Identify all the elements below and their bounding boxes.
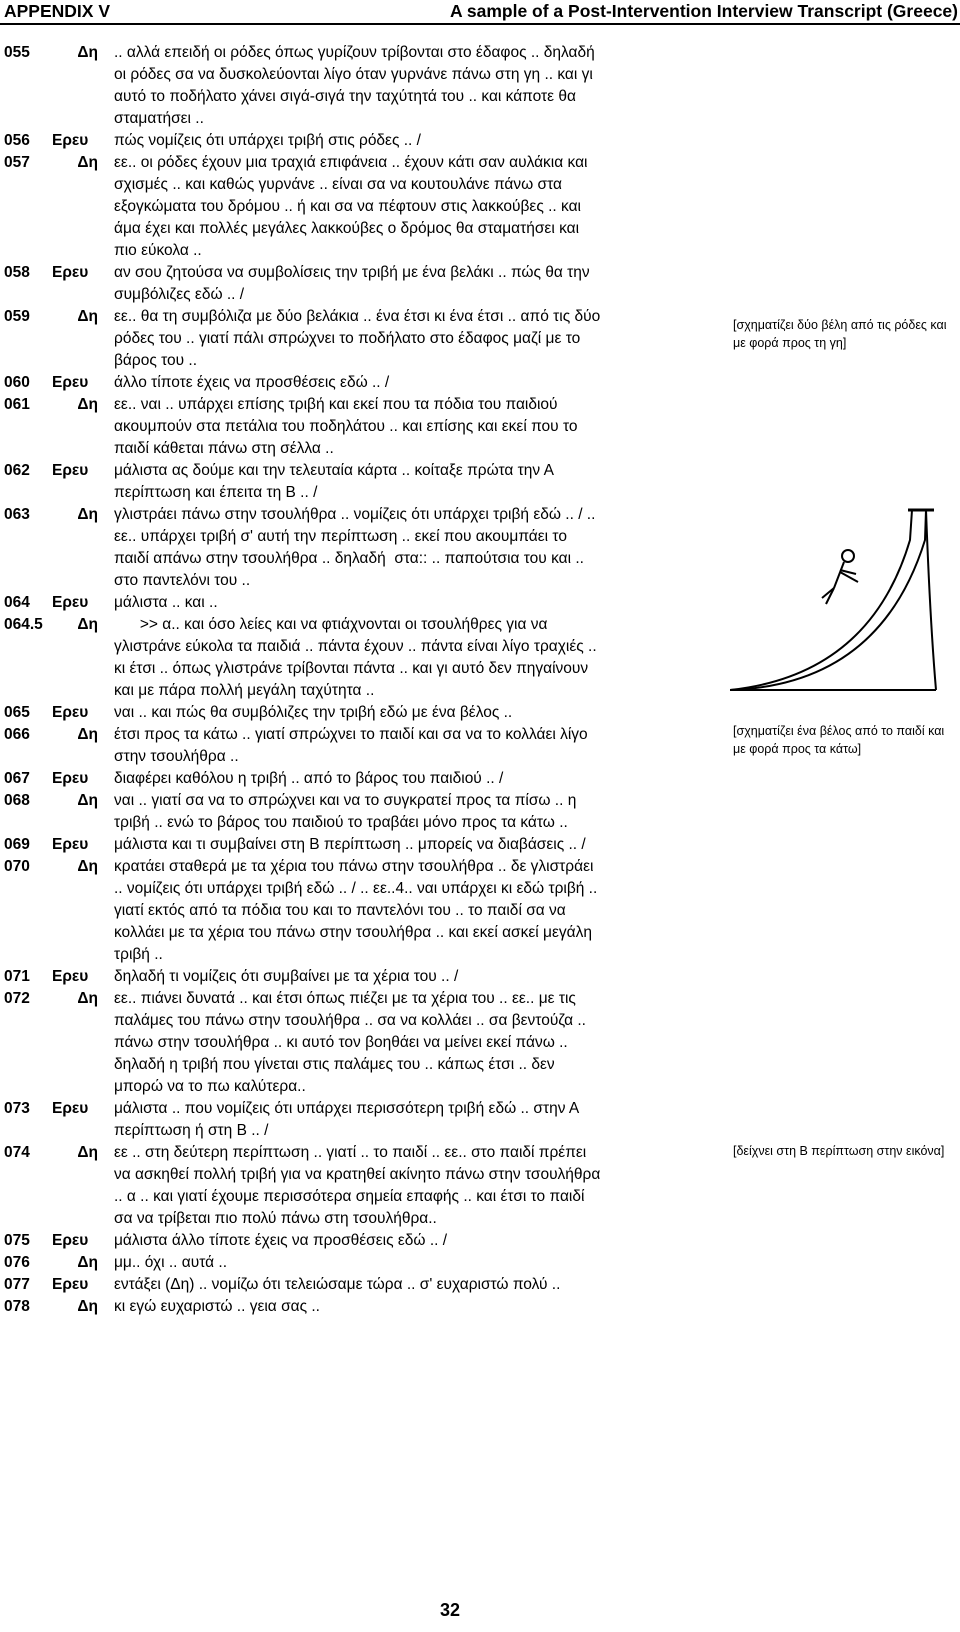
turn-number: 068 — [4, 792, 30, 809]
turn-line: εξογκώματα του δρόμου .. ή και σα να πέφτουν στις λακκούβες .. και — [114, 198, 581, 215]
turn-line: συμβόλιζες εδώ .. / — [114, 286, 245, 303]
turn-text — [114, 262, 720, 306]
turn-line: περίπτωση και έπειτα τη Β .. / — [114, 484, 318, 501]
turn-line: στην τσουλήθρα .. — [114, 748, 239, 765]
turn-line: γιατί εκτός από τα πόδια του και το παντελόνι του .. το παιδί σα να — [114, 902, 566, 919]
turn-line: αν σου ζητούσα να συμβολίσεις την τριβή με ένα βελάκι .. πώς θα την — [114, 264, 590, 281]
transcript-turn — [0, 988, 720, 1098]
transcript-turn — [0, 130, 720, 152]
turn-text — [114, 1098, 720, 1142]
turn-line: μάλιστα .. που νομίζεις ότι υπάρχει περισσότερη τριβή εδώ .. στην Α — [114, 1100, 580, 1117]
turn-number: 057 — [4, 154, 30, 171]
turn-line: κολλάει με τα χέρια του πάνω στην τσουλήθρα .. και εκεί ασκεί μεγάλη — [114, 924, 592, 941]
turn-speaker: Δη — [77, 308, 98, 325]
transcript-turn — [0, 768, 720, 790]
turn-line: εε.. πιάνει δυνατά .. και έτσι όπως πιέζει με τα χέρια του .. εε.. με τις — [114, 990, 576, 1007]
turn-speaker: Δη — [77, 990, 98, 1007]
note-case-b: [δείχνει στη Β περίπτωση στην εικόνα] — [733, 1144, 945, 1158]
turn-line: διαφέρει καθόλου η τριβή .. από το βάρος του παιδιού .. / — [114, 770, 504, 787]
turn-line: τριβή .. ενώ το βάρος του παιδιού το τραβάει μόνο προς τα κάτω .. — [114, 814, 568, 831]
turn-number: 066 — [4, 726, 30, 743]
turn-text — [114, 724, 720, 768]
transcript-turn — [0, 724, 720, 768]
turn-text — [114, 834, 720, 856]
turn-number: 071 — [4, 968, 30, 985]
turn-line: οι ρόδες σα να δυσκολεύονται λίγο όταν γυρνάνε πάνω στη γη .. και γι — [114, 66, 593, 83]
transcript-turn — [0, 372, 720, 394]
transcript-turn — [0, 460, 720, 504]
turn-line: μμ.. όχι .. αυτά .. — [114, 1254, 228, 1271]
turn-line: αυτό το ποδήλατο χάνει σιγά-σιγά την ταχύτητά του .. και κάποτε θα — [114, 88, 576, 105]
turn-line: πιο εύκολα .. — [114, 242, 202, 259]
turn-number: 072 — [4, 990, 30, 1007]
turn-line: παιδί απάνω στην τσουλήθρα .. δηλαδή στα:: .. παπούτσια του και .. — [114, 550, 584, 567]
turn-line: εε.. υπάρχει τριβή σ' αυτή την περίπτωση .. εκεί που ακουμπάει το — [114, 528, 567, 545]
transcript-turn — [0, 790, 720, 834]
transcript-turn — [0, 702, 720, 724]
turn-text — [114, 394, 720, 460]
turn-text — [114, 372, 720, 394]
turn-text — [114, 42, 720, 130]
turn-text — [114, 1296, 720, 1318]
turn-line: μάλιστα ας δούμε και την τελευταία κάρτα .. κοίταξε πρώτα την Α — [114, 462, 554, 479]
turn-line: τριβή .. — [114, 946, 163, 963]
turn-speaker: Ερευ — [52, 1276, 89, 1293]
turn-line: στο παντελόνι του .. — [114, 572, 251, 589]
turn-number: 063 — [4, 506, 30, 523]
turn-text — [114, 504, 720, 592]
turn-line: έτσι προς τα κάτω .. γιατί σπρώχνει το παιδί και σα να το κολλάει λίγο — [114, 726, 588, 743]
turn-number: 060 — [4, 374, 30, 391]
turn-speaker: Δη — [77, 616, 98, 633]
turn-line: άλλο τίποτε έχεις να προσθέσεις εδώ .. / — [114, 374, 390, 391]
turn-line: άμα έχει και πολλές μεγάλες λακκούβες ο δρόμος θα σταματήσει και — [114, 220, 580, 237]
appendix-label: APPENDIX V — [4, 1, 110, 21]
turn-speaker: Δη — [77, 396, 98, 413]
turn-text — [114, 1230, 720, 1252]
turn-line: σα να τρίβεται πιο πολύ πάνω στη τσουλήθρα.. — [114, 1210, 437, 1227]
transcript-turn — [0, 856, 720, 966]
turn-line: κρατάει σταθερά με τα χέρια του πάνω στην τσουλήθρα .. δε γλιστράει — [114, 858, 594, 875]
turn-line: μάλιστα και τι συμβαίνει στη Β περίπτωση .. μπορείς να διαβάσεις .. / — [114, 836, 586, 853]
transcript-turn — [0, 42, 720, 130]
turn-line: εε .. στη δεύτερη περίπτωση .. γιατί .. το παιδί .. εε.. στο παιδί πρέπει — [114, 1144, 587, 1161]
turn-line: εντάξει (Δη) .. νομίζω ότι τελειώσαμε τώρα .. σ' ευχαριστώ πολύ .. — [114, 1276, 561, 1293]
turn-line: παιδί κάθεται πάνω στη σέλλα .. — [114, 440, 334, 457]
turn-text — [114, 1142, 720, 1230]
transcript-turn — [0, 394, 720, 460]
turn-line: γλιστράει πάνω στην τσουλήθρα .. νομίζεις ότι υπάρχει τριβή εδώ .. / .. — [114, 506, 596, 523]
turn-text — [114, 306, 720, 372]
turn-speaker: Δη — [77, 1298, 98, 1315]
transcript-turn — [0, 306, 720, 372]
note-one-arrow: [σχηματίζει ένα βέλος από το παιδί και με φορά προς τα κάτω] — [733, 724, 945, 756]
turn-number: 055 — [4, 44, 30, 61]
turn-speaker: Ερευ — [52, 594, 89, 611]
turn-text — [114, 856, 720, 966]
turn-speaker: Δη — [77, 1144, 98, 1161]
turn-line: εε.. ναι .. υπάρχει επίσης τριβή και εκεί που τα πόδια του παιδιού — [114, 396, 558, 413]
turn-text — [114, 1252, 720, 1274]
turn-speaker: Ερευ — [52, 462, 89, 479]
turn-number: 058 — [4, 264, 30, 281]
turn-number: 075 — [4, 1232, 30, 1249]
turn-number: 061 — [4, 396, 30, 413]
turn-speaker: Δη — [77, 792, 98, 809]
turn-line: ναι .. γιατί σα να το σπρώχνει και να το συγκρατεί προς τα πίσω .. η — [114, 792, 577, 809]
turn-line: σχισμές .. και καθώς γυρνάνε .. είναι σα να κουτουλάνε πάνω στα — [114, 176, 562, 193]
slide-illustration — [730, 500, 940, 700]
turn-speaker: Ερευ — [52, 1232, 89, 1249]
turn-number: 078 — [4, 1298, 30, 1315]
turn-text — [114, 592, 720, 614]
transcript-turn — [0, 592, 720, 614]
turn-line: και με πάρα πολλή μεγάλη ταχύτητα .. — [114, 682, 375, 699]
transcript — [0, 42, 720, 1318]
turn-line: κι έτσι .. όπως γλιστράνε τρίβονται πάντα .. και γι αυτό δεν πηγαίνουν — [114, 660, 589, 677]
transcript-turn — [0, 834, 720, 856]
turn-line: πάνω στην τσουλήθρα .. κι αυτό τον βοηθάει να μείνει εκεί πάνω .. — [114, 1034, 568, 1051]
turn-number: 067 — [4, 770, 30, 787]
turn-speaker: Ερευ — [52, 1100, 89, 1117]
turn-line: πώς νομίζεις ότι υπάρχει τριβή στις ρόδες .. / — [114, 132, 421, 149]
turn-text — [114, 966, 720, 988]
turn-text — [114, 130, 720, 152]
turn-text — [114, 152, 720, 262]
page-header — [0, 0, 960, 25]
note-two-arrows: [σχηματίζει δύο βέλη από τις ρόδες και με φορά προς τη γη] — [733, 318, 947, 350]
turn-line: μάλιστα άλλο τίποτε έχεις να προσθέσεις εδώ .. / — [114, 1232, 448, 1249]
turn-text — [114, 768, 720, 790]
turn-text — [114, 988, 720, 1098]
turn-line: μπορώ να το πω καλύτερα.. — [114, 1078, 306, 1095]
transcript-turn — [0, 614, 720, 702]
turn-line: γλιστράνε εύκολα τα παιδιά .. πάντα έχουν .. πάντα είναι λίγο τραχιές .. — [114, 638, 597, 655]
header-title: A sample of a Post-Intervention Interview Transcript (Greece) — [450, 1, 958, 21]
turn-speaker: Ερευ — [52, 968, 89, 985]
turn-line: >> α.. και όσο λείες και να φτιάχνονται οι τσουλήθρες για να — [114, 616, 548, 633]
turn-line: εε.. θα τη συμβόλιζα με δύο βελάκια .. ένα έτσι κι ένα έτσι .. από τις δύο — [114, 308, 601, 325]
turn-speaker: Ερευ — [52, 836, 89, 853]
turn-line: .. α .. και γιατί έχουμε περισσότερα σημεία επαφής .. και έτσι το παιδί — [114, 1188, 585, 1205]
turn-line: ακουμπούν στα πετάλια του ποδηλάτου .. και επίσης και εκεί που το — [114, 418, 578, 435]
transcript-turn — [0, 1230, 720, 1252]
turn-line: εε.. οι ρόδες έχουν μια τραχιά επιφάνεια .. έχουν κάτι σαν αυλάκια και — [114, 154, 588, 171]
turn-speaker: Δη — [77, 726, 98, 743]
transcript-turn — [0, 504, 720, 592]
turn-number: 059 — [4, 308, 30, 325]
turn-speaker: Ερευ — [52, 264, 89, 281]
turn-text — [114, 460, 720, 504]
turn-speaker: Δη — [77, 154, 98, 171]
turn-line: κι εγώ ευχαριστώ .. γεια σας .. — [114, 1298, 320, 1315]
transcript-turn — [0, 152, 720, 262]
turn-line: δηλαδή η τριβή που γίνεται στις παλάμες του .. κάπως έτσι .. δεν — [114, 1056, 555, 1073]
transcript-turn — [0, 1274, 720, 1296]
transcript-turn — [0, 1098, 720, 1142]
turn-text — [114, 702, 720, 724]
turn-number: 076 — [4, 1254, 30, 1271]
turn-text — [114, 790, 720, 834]
turn-speaker: Ερευ — [52, 704, 89, 721]
turn-text — [114, 1274, 720, 1296]
turn-line: σταματήσει .. — [114, 110, 204, 127]
turn-number: 065 — [4, 704, 30, 721]
turn-line: ρόδες του .. γιατί πάλι σπρώχνει το ποδήλατο στο έδαφος μαζί με το — [114, 330, 581, 347]
turn-line: ναι .. και πώς θα συμβόλιζες την τριβή εδώ με ένα βέλος .. — [114, 704, 513, 721]
turn-speaker: Δη — [77, 1254, 98, 1271]
turn-number: 073 — [4, 1100, 30, 1117]
turn-line: μάλιστα .. και .. — [114, 594, 218, 611]
transcript-turn — [0, 1142, 720, 1230]
turn-text — [114, 614, 720, 702]
transcript-turn — [0, 1252, 720, 1274]
turn-number: 070 — [4, 858, 30, 875]
turn-number: 064 — [4, 594, 30, 611]
turn-number: 077 — [4, 1276, 30, 1293]
turn-number: 064.5 — [4, 616, 43, 633]
turn-speaker: Δη — [77, 44, 98, 61]
page-number: 32 — [439, 1600, 461, 1620]
turn-line: .. αλλά επειδή οι ρόδες όπως γυρίζουν τρίβονται στο έδαφος .. δηλαδή — [114, 44, 595, 61]
turn-line: .. νομίζεις ότι υπάρχει τριβή εδώ .. / .. εε..4.. ναι υπάρχει κι εδώ τριβή .. — [114, 880, 598, 897]
turn-speaker: Δη — [77, 506, 98, 523]
turn-number: 074 — [4, 1144, 30, 1161]
turn-speaker: Ερευ — [52, 132, 89, 149]
transcript-turn — [0, 262, 720, 306]
turn-line: παλάμες του πάνω στην τσουλήθρα .. σα να κολλάει .. σα βεντούζα .. — [114, 1012, 586, 1029]
turn-line: δηλαδή τι νομίζεις ότι συμβαίνει με τα χέρια του .. / — [114, 968, 459, 985]
turn-number: 069 — [4, 836, 30, 853]
turn-speaker: Ερευ — [52, 374, 89, 391]
turn-line: να ασκηθεί πολλή τριβή για να κρατηθεί ακίνητο πάνω στην τσουλήθρα — [114, 1166, 601, 1183]
turn-number: 062 — [4, 462, 30, 479]
turn-speaker: Ερευ — [52, 770, 89, 787]
turn-line: περίπτωση ή στη Β .. / — [114, 1122, 269, 1139]
transcript-turn — [0, 966, 720, 988]
turn-line: βάρος του .. — [114, 352, 198, 369]
transcript-turn — [0, 1296, 720, 1318]
turn-speaker: Δη — [77, 858, 98, 875]
turn-number: 056 — [4, 132, 30, 149]
